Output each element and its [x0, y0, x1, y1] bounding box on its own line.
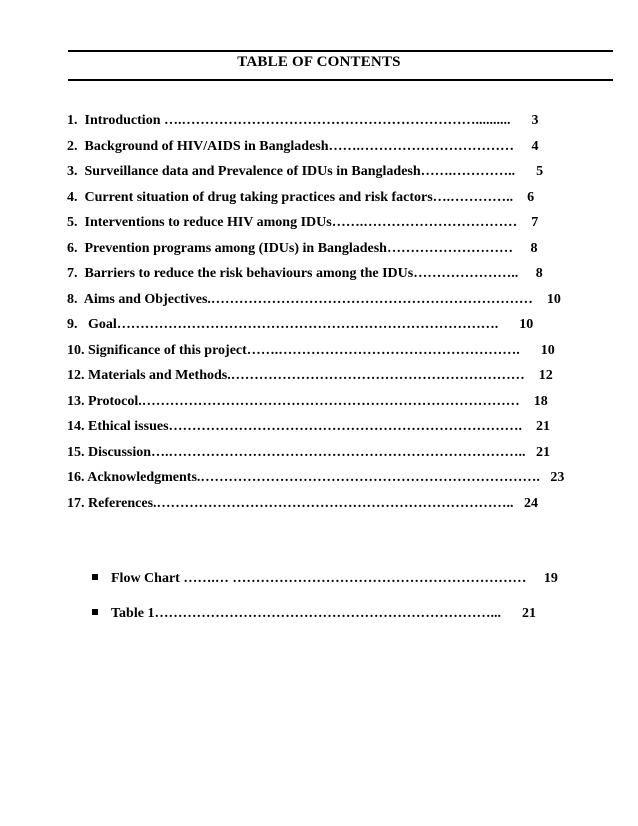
toc-entry: 13. Protocol.……………………………………………………………………… 18: [67, 394, 548, 409]
toc-entry: 7. Barriers to reduce the risk behaviours among the IDUs………………….. 8: [67, 266, 543, 281]
bullet-text: Flow Chart …….… ……………………………………………………… 19: [111, 571, 558, 586]
toc-entry: 10. Significance of this project…….……………………………………………. 10: [67, 343, 555, 358]
toc-entry: 4. Current situation of drug taking practices and risk factors….………….. 6: [67, 190, 535, 205]
toc-entry: 14. Ethical issues…………………………………………………………………. 21: [67, 419, 551, 434]
toc-entry: 9. Goal………………………………………………………………………. 10: [67, 317, 534, 332]
toc-entry: 8. Aims and Objectives.…………………………………………………………… 10: [67, 292, 561, 307]
toc-entry: 5. Interventions to reduce HIV among IDUs…….…………………………… 7: [67, 215, 539, 230]
toc-entry: 3. Surveillance data and Prevalence of IDUs in Bangladesh…….………….. 5: [67, 164, 544, 179]
square-bullet-icon: [92, 609, 98, 615]
bullet-text: Table 1………………………………………………………………... 21: [111, 606, 536, 621]
bottom-rule: [68, 79, 613, 81]
bullet-item: [78, 588, 536, 639]
toc-entry: 2. Background of HIV/AIDS in Bangladesh…….…………………………… 4: [67, 139, 539, 154]
toc-entry: 17. References.………………………………………………………………….. 24: [67, 496, 539, 511]
toc-entry: 12. Materials and Methods.……………………………………………………… 12: [67, 368, 553, 383]
top-rule: [68, 50, 613, 52]
toc-entry: 6. Prevention programs among (IDUs) in Bangladesh……………………… 8: [67, 241, 538, 256]
toc-entry: 15. Discussion….………………………………………………………………….. 21: [67, 445, 551, 460]
square-bullet-icon: [92, 574, 98, 580]
page-title: TABLE OF CONTENTS: [237, 54, 401, 70]
toc-entry: 1. Introduction ….……………………………………………………….......... 3: [67, 113, 539, 128]
toc-entry: 16. Acknowledgments.………………………………………………………………. 23: [67, 470, 565, 485]
